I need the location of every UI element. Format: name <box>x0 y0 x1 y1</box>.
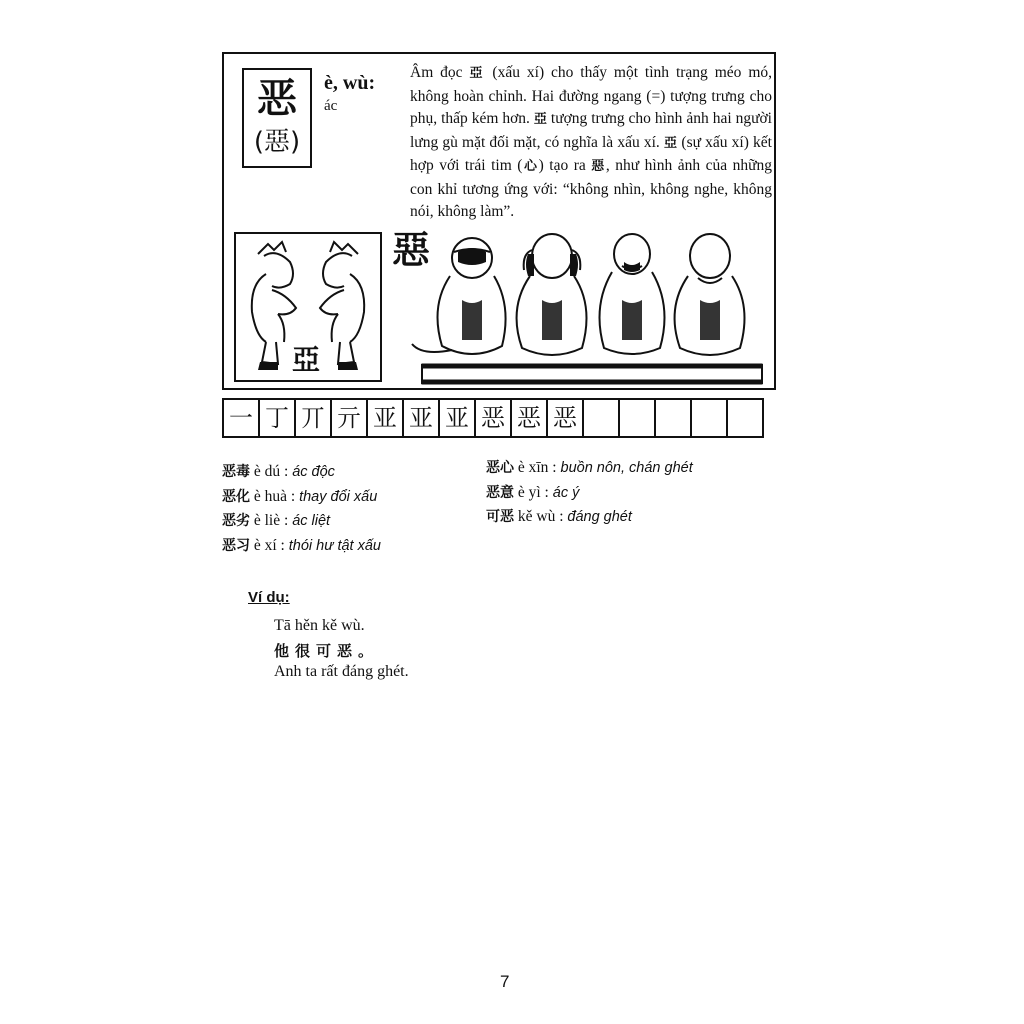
character-card <box>222 52 776 390</box>
main-character: 恶 <box>257 76 297 122</box>
three-monkeys-illustration <box>392 230 772 386</box>
stroke-cell: 丌 <box>296 400 332 436</box>
stroke-cell-empty <box>584 400 620 436</box>
example-pinyin: Tā hěn kě wù. <box>274 617 365 634</box>
hunchback-figures-illustration <box>234 232 382 382</box>
vocab-item: 恶化 è huà : thay đổi xấu <box>222 487 378 505</box>
vocab-item: 恶毒 è dú : ác độc <box>222 463 335 480</box>
stroke-order-grid <box>222 398 764 438</box>
vocab-item: 可恶 kě wù : đáng ghét <box>486 508 632 525</box>
stroke-cell: 丁 <box>260 400 296 436</box>
large-glyph-right: 惡 <box>392 228 431 272</box>
vocab-item: 恶劣 è liè : ác liệt <box>222 512 331 529</box>
traditional-character: (惡) <box>253 127 301 157</box>
vocabulary-list-left <box>222 460 381 558</box>
stroke-cell-empty <box>692 400 728 436</box>
small-glyph-left: 亞 <box>292 343 321 376</box>
page-number: 7 <box>500 972 510 991</box>
stroke-cell: 恶 <box>476 400 512 436</box>
etymology-description: Âm đọc 亞 (xấu xí) cho thấy một tình trạng méo mó, không hoàn chỉnh. Hai đường ngang (=) tượng trưng cho phụ, thấp kém hơn. 亞 tượng trưng cho hình ảnh hai người lưng gù mặt đối mặt, có nghĩa là xấu xí. 亞 (sự xấu xí) kết hợp với trái tim (心) tạo ra 惡, như hình ảnh của những con khỉ tương ứng với: “không nhìn, không nghe, không nói, không làm”. <box>410 64 772 220</box>
character-box <box>242 68 312 168</box>
vocab-item: 恶心 è xīn : buồn nôn, chán ghét <box>486 459 693 476</box>
example-heading: Ví dụ: <box>248 589 290 606</box>
vocabulary-list-right <box>486 456 693 530</box>
stroke-cell-empty <box>620 400 656 436</box>
vocab-item: 恶意 è yì : ác ý <box>486 483 580 501</box>
vocab-item: 恶习 è xí : thói hư tật xấu <box>222 536 381 554</box>
stroke-cell: 一 <box>224 400 260 436</box>
stroke-cell-empty <box>656 400 692 436</box>
stroke-cell: 恶 <box>512 400 548 436</box>
example-chinese: 他很可恶。 <box>274 642 380 660</box>
stroke-cell-empty <box>728 400 764 436</box>
example-translation: Anh ta rất đáng ghét. <box>274 663 409 680</box>
stroke-cell: 亚 <box>368 400 404 436</box>
stroke-cell: 亚 <box>440 400 476 436</box>
sino-vietnamese-meaning: ác <box>324 98 338 114</box>
stroke-cell: 亚 <box>404 400 440 436</box>
pinyin-reading: è, wù: <box>324 72 376 94</box>
four-monkeys-drawing <box>392 230 772 386</box>
stroke-cell: 恶 <box>548 400 584 436</box>
stroke-cell: 亓 <box>332 400 368 436</box>
